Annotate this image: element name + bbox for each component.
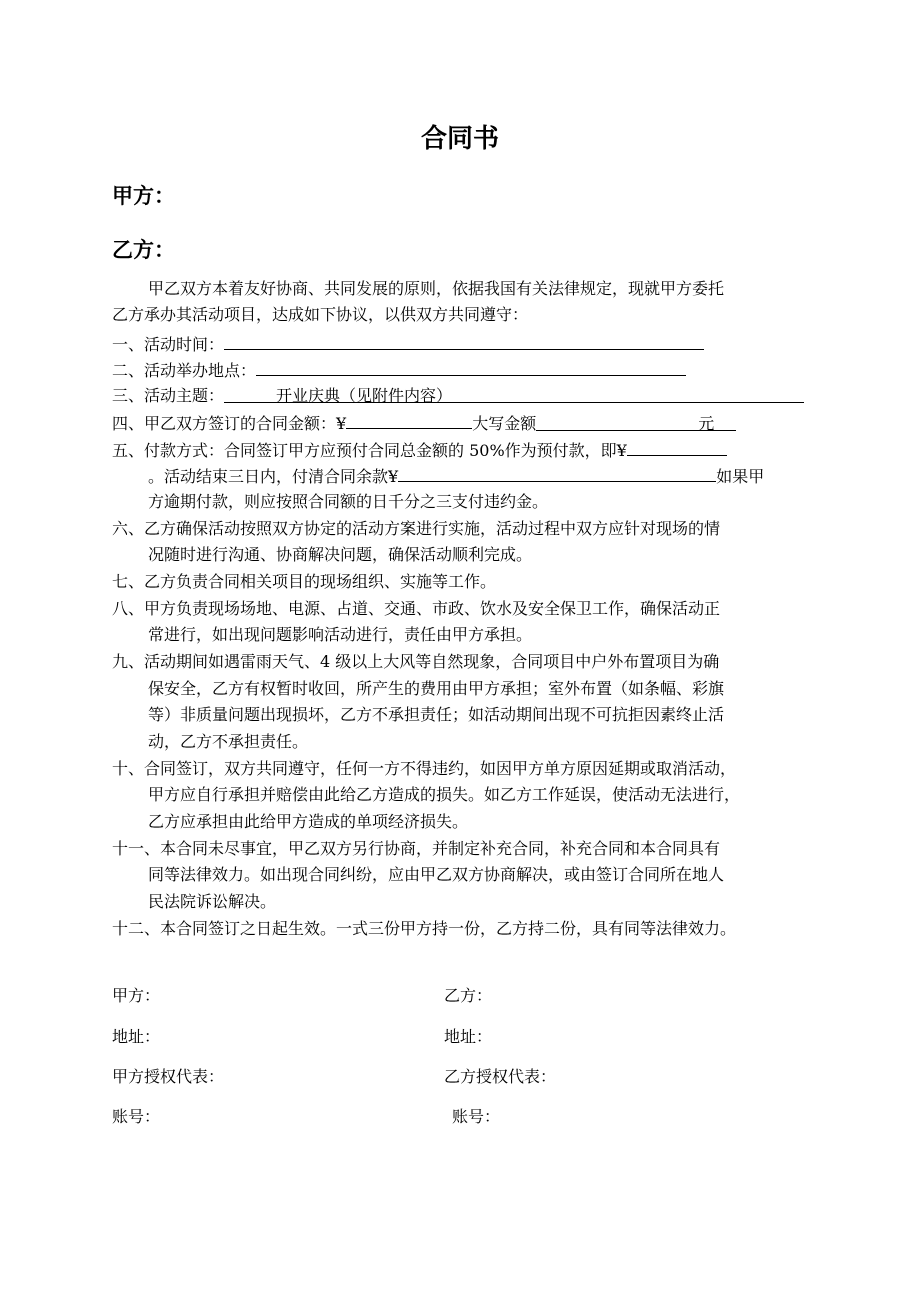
clause-4-mid: 大写金额 [472, 414, 537, 433]
clause-9-line-4: 动，乙方不承担责任。 [148, 732, 309, 751]
sign-address-b: 地址： [444, 1027, 493, 1046]
amount-in-words-field[interactable] [536, 412, 736, 431]
contract-title: 合同书 [420, 124, 499, 154]
clause-9-line-2: 保安全，乙方有权暂时收回，所产生的费用由甲方承担；室外布置（如条幅、彩旗 [148, 679, 725, 698]
clause-4-end: 元 [698, 414, 715, 433]
clause-2 [112, 357, 686, 383]
activity-time-field[interactable] [224, 331, 704, 350]
clause-8-line-1: 八、甲方负责现场场地、电源、占道、交通、市政、饮水及安全保卫工作，确保活动正 [112, 599, 721, 618]
clause-1-label: 一、活动时间： [112, 335, 225, 354]
clause-10-line-1: 十、合同签订，双方共同遵守，任何一方不得违约，如因甲方单方原因延期或取消活动， [112, 759, 737, 778]
clause-5-line-2 [148, 463, 764, 489]
clause-5-text-2a: 。活动结束三日内，付清合同余款¥ [148, 467, 399, 486]
clause-4 [112, 410, 736, 436]
clause-5-text-1: 五、付款方式：合同签订甲方应预付合同总金额的 50%作为预付款，即¥ [112, 441, 627, 460]
clause-11-line-1: 十一、本合同未尽事宜，甲乙双方另行协商，并制定补充合同，补充合同和本合同具有 [112, 839, 721, 858]
clause-2-label: 二、活动举办地点： [112, 361, 257, 380]
clause-5-text-2b: 如果甲 [716, 467, 765, 486]
intro-line-1: 甲乙双方本着友好协商、共同发展的原则，依据我国有关法律规定，现就甲方委托 [148, 279, 725, 298]
clause-10-line-3: 乙方应承担由此给甲方造成的单项经济损失。 [148, 812, 469, 831]
clause-9-line-1: 九、活动期间如遇雷雨天气、4 级以上大风等自然现象，合同项目中户外布置项目为确 [112, 652, 720, 671]
sign-rep-b: 乙方授权代表： [444, 1067, 557, 1086]
clause-8-line-2: 常进行，如出现问题影响活动进行，责任由甲方承担。 [148, 625, 533, 644]
sign-account-b: 账号： [452, 1107, 501, 1126]
clause-1 [112, 331, 704, 357]
clause-11-line-3: 民法院诉讼解决。 [148, 892, 277, 911]
clause-11-line-2: 同等法律效力。如出现合同纠纷，应由甲乙双方协商解决，或由签订合同所在地人 [148, 865, 725, 884]
sign-account-a: 账号： [112, 1107, 161, 1126]
sign-party-b: 乙方： [444, 986, 493, 1005]
sign-rep-a: 甲方授权代表： [112, 1067, 225, 1086]
prepayment-field[interactable] [627, 437, 727, 456]
clause-4-label: 四、甲乙双方签订的合同金额：¥ [112, 414, 347, 433]
sign-party-a: 甲方： [112, 986, 161, 1005]
clause-12: 十二、本合同签订之日起生效。一式三份甲方持一份，乙方持二份，具有同等法律效力。 [112, 919, 737, 938]
clause-9-line-3: 等）非质量问题出现损坏，乙方不承担责任；如活动期间出现不可抗拒因素终止活 [148, 705, 725, 724]
party-b-heading: 乙方： [112, 238, 175, 262]
clause-6-line-2: 况随时进行沟通、协商解决问题，确保活动顺利完成。 [148, 545, 533, 564]
clause-3-label: 三、活动主题： [112, 386, 225, 405]
sign-address-a: 地址： [112, 1027, 161, 1046]
clause-10-line-2: 甲方应自行承担并赔偿由此给乙方造成的损失。如乙方工作延误，使活动无法进行， [148, 785, 741, 804]
balance-field[interactable] [398, 463, 716, 482]
clause-5-line-3: 方逾期付款，则应按照合同额的日千分之三支付违约金。 [148, 492, 549, 511]
activity-theme-field[interactable]: 开业庆典（见附件内容） [224, 384, 804, 403]
clause-3 [112, 384, 804, 408]
contract-amount-field[interactable] [346, 410, 472, 429]
activity-location-field[interactable] [256, 357, 686, 376]
clause-6-line-1: 六、乙方确保活动按照双方协定的活动方案进行实施，活动过程中双方应针对现场的情 [112, 519, 721, 538]
clause-5-line-1 [112, 437, 727, 463]
intro-line-2: 乙方承办其活动项目，达成如下协议，以供双方共同遵守： [112, 305, 529, 324]
party-a-heading: 甲方： [112, 184, 175, 208]
clause-7: 七、乙方负责合同相关项目的现场组织、实施等工作。 [112, 572, 497, 591]
